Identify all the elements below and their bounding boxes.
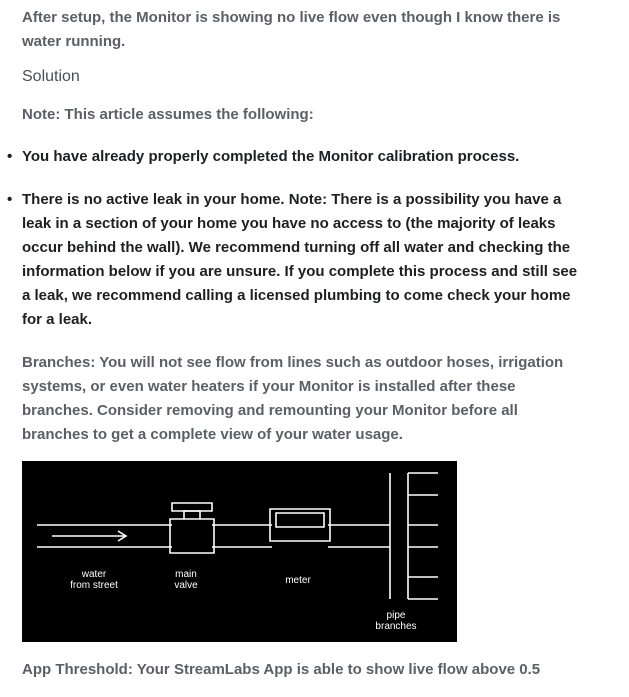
bullet-icon: • <box>7 191 13 208</box>
valve-stem-icon <box>184 511 200 519</box>
branches-paragraph: Branches: You will not see flow from lines such as outdoor hoses, irrigation systems, or even water heaters if your Monitor is installed after these branches. Consider removing and remounting your Monitor before all branches to get a complete view of your water usage. <box>22 354 564 443</box>
valve-handle-icon <box>172 503 212 511</box>
bullet-icon: • <box>7 148 13 165</box>
intro-paragraph: After setup, the Monitor is showing no live flow even though I know there is water running. <box>22 9 561 50</box>
valve-label: main <box>175 569 197 580</box>
note-paragraph: Note: This article assumes the following: <box>22 106 314 123</box>
valve-body-icon <box>170 519 214 553</box>
flow-arrow-icon <box>52 531 126 541</box>
pipe-label: branches <box>375 621 417 632</box>
list-item-text: You have already properly completed the Monitor calibration process. <box>22 148 520 165</box>
meter-label: meter <box>285 575 311 586</box>
valve-label: valve <box>174 580 198 591</box>
meter-display-icon <box>276 513 324 527</box>
branch-lines <box>408 473 438 599</box>
threshold-paragraph: App Threshold: Your StreamLabs App is able to show live flow above 0.5 <box>22 661 541 678</box>
solution-heading: Solution <box>22 68 80 85</box>
water-label: from street <box>70 580 118 591</box>
pipe-label: pipe <box>386 610 406 621</box>
plumbing-diagram <box>22 461 457 642</box>
list-item-text: There is no active leak in your home. Note: There is a possibility you have a leak in a section of your home you have no access to (the majority of leaks occur behind the wall). We recommend turning off all water and checking the information below if you are unsure. If you complete this process and still see a leak, we recommend calling a licensed plumbing to come check your home for a leak. <box>22 191 578 328</box>
water-label: water <box>81 569 107 580</box>
branch-trunk <box>390 473 408 599</box>
